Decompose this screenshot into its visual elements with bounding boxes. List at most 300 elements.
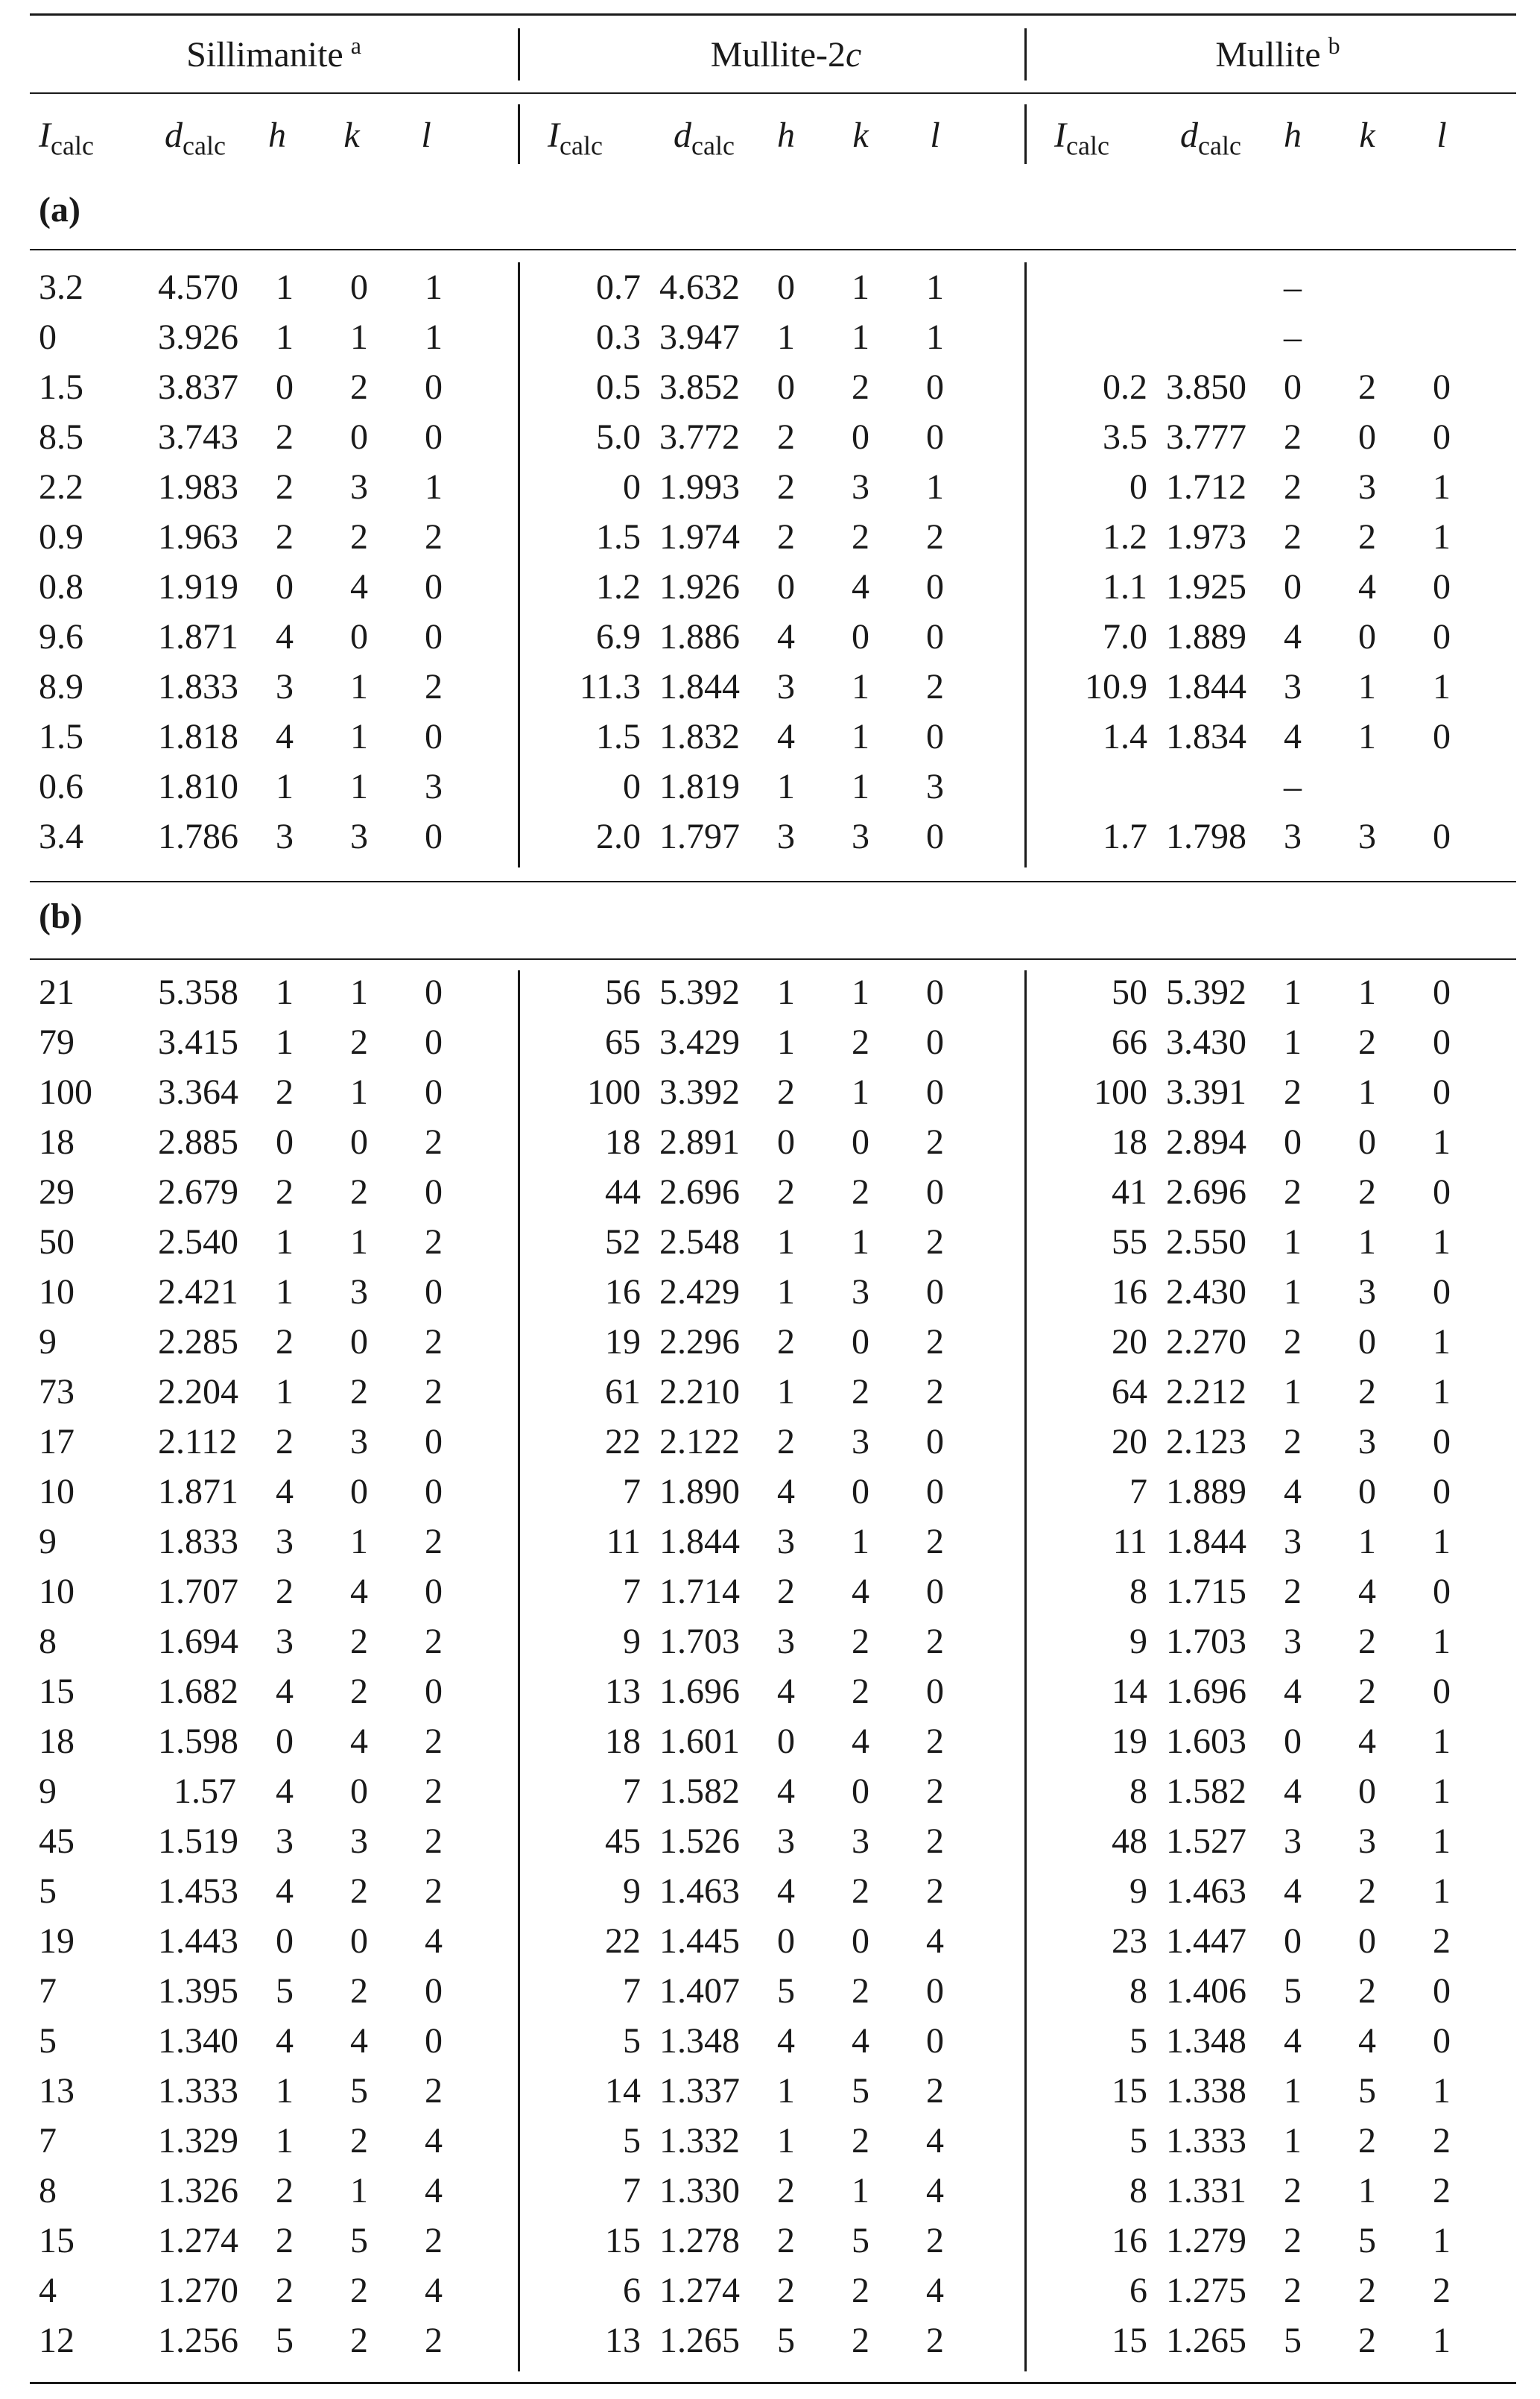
table-cell: 16 xyxy=(1112,2221,1147,2260)
table-cell: 5 xyxy=(623,2021,641,2061)
table-cell: 7 xyxy=(623,1472,641,1511)
table-cell: 1 xyxy=(350,317,368,357)
table-cell: 100 xyxy=(1094,1072,1147,1112)
table-cell: 2 xyxy=(852,1672,869,1711)
table-cell: 0.9 xyxy=(39,517,83,557)
table-cell: 10.9 xyxy=(1085,667,1147,707)
table-cell: 2 xyxy=(425,1771,443,1811)
table-cell: 1 xyxy=(852,2171,869,2210)
table-cell: 3 xyxy=(350,1422,368,1461)
table-cell: 1 xyxy=(852,667,869,707)
table-cell: 14 xyxy=(605,2071,641,2111)
table-cell: 0 xyxy=(852,617,869,657)
table-cell: 2 xyxy=(926,1821,944,1861)
table-cell: 2 xyxy=(425,1372,443,1412)
table-cell: 1 xyxy=(1358,717,1376,756)
table-cell: 3.364 xyxy=(158,1072,238,1112)
table-cell: 1 xyxy=(926,317,944,357)
table-cell: 0 xyxy=(350,268,368,307)
table-cell: 2 xyxy=(350,1871,368,1911)
table-cell: 3 xyxy=(1358,467,1376,507)
table-cell: 2 xyxy=(425,1622,443,1661)
table-cell: 3 xyxy=(926,767,944,806)
table-cell: 2 xyxy=(276,1072,294,1112)
table-cell: 2 xyxy=(852,1172,869,1212)
table-cell: 1 xyxy=(276,973,294,1012)
table-cell: 0 xyxy=(1433,417,1451,457)
column-divider xyxy=(1024,104,1027,164)
footnote-marker: a xyxy=(350,32,361,59)
table-cell: 1 xyxy=(777,973,795,1012)
table-cell: 22 xyxy=(605,1921,641,1961)
table-cell: 4 xyxy=(1358,1572,1376,1611)
table-cell: 3 xyxy=(350,1821,368,1861)
table-cell: 1 xyxy=(425,467,443,507)
section-label: (a) xyxy=(39,190,80,230)
column-divider xyxy=(518,104,520,164)
table-cell: 9 xyxy=(623,1622,641,1661)
table-cell: 3.392 xyxy=(659,1072,740,1112)
table-cell: 6 xyxy=(623,2271,641,2310)
table-cell: 2 xyxy=(926,1322,944,1362)
table-cell: 1.844 xyxy=(659,1522,740,1561)
table-cell: 5 xyxy=(852,2221,869,2260)
table-cell: 3.5 xyxy=(1103,417,1147,457)
table-cell: 1.333 xyxy=(1166,2121,1246,2161)
table-cell: 2 xyxy=(926,1622,944,1661)
table-cell: 2.696 xyxy=(659,1172,740,1212)
table-cell: 0 xyxy=(425,1971,443,2011)
table-cell: 0 xyxy=(926,1072,944,1112)
table-cell: 1.5 xyxy=(596,717,641,756)
table-cell: 2 xyxy=(350,1023,368,1062)
table-cell: 1 xyxy=(1433,1122,1451,1162)
table-cell: 1.270 xyxy=(158,2271,238,2310)
table-cell: 1 xyxy=(1358,1522,1376,1561)
table-cell: 4 xyxy=(276,1672,294,1711)
table-cell: 2 xyxy=(425,2071,443,2111)
table-cell: 0 xyxy=(425,717,443,756)
table-cell: 0 xyxy=(1358,1771,1376,1811)
table-cell: 3 xyxy=(777,1821,795,1861)
table-cell: 50 xyxy=(1112,973,1147,1012)
table-cell: 1.5 xyxy=(39,717,83,756)
table-cell: 1 xyxy=(350,1072,368,1112)
table-cell: 2 xyxy=(777,1322,795,1362)
table-cell: 15 xyxy=(39,1672,75,1711)
table-cell: 4 xyxy=(1284,717,1302,756)
table-cell: 3 xyxy=(276,1821,294,1861)
table-cell: 52 xyxy=(605,1222,641,1262)
table-cell: 3 xyxy=(777,667,795,707)
table-cell: 9 xyxy=(39,1522,57,1561)
table-cell: 2 xyxy=(350,1622,368,1661)
table-cell: 3 xyxy=(276,667,294,707)
table-cell: 1.703 xyxy=(659,1622,740,1661)
table-cell: 0 xyxy=(852,1921,869,1961)
table-cell: 1.275 xyxy=(1166,2271,1246,2310)
table-cell: 1.332 xyxy=(659,2121,740,2161)
table-cell: 1.406 xyxy=(1166,1971,1246,2011)
table-cell: 2 xyxy=(1358,1023,1376,1062)
table-cell: 4 xyxy=(1358,1722,1376,1761)
table-cell: 0 xyxy=(852,1771,869,1811)
table-cell: 1 xyxy=(1433,1722,1451,1761)
table-cell: 2 xyxy=(926,1771,944,1811)
table-cell: 7 xyxy=(39,1971,57,2011)
table-cell: 0 xyxy=(350,1322,368,1362)
table-cell: 5 xyxy=(39,1871,57,1911)
table-cell: 13 xyxy=(39,2071,75,2111)
table-cell: 5 xyxy=(1358,2221,1376,2260)
table-cell: 2 xyxy=(926,1722,944,1761)
table-cell: 1.834 xyxy=(1166,717,1246,756)
table-cell: 1.330 xyxy=(659,2171,740,2210)
table-cell: 1.329 xyxy=(158,2121,238,2161)
table-cell: 1.265 xyxy=(659,2321,740,2360)
table-cell: 0 xyxy=(1433,1572,1451,1611)
table-rule xyxy=(30,2382,1516,2384)
table-cell: 2.296 xyxy=(659,1322,740,1362)
table-cell: 55 xyxy=(1112,1222,1147,1262)
table-cell: 1 xyxy=(1284,1023,1302,1062)
table-cell: 2.122 xyxy=(659,1422,740,1461)
table-cell: 0 xyxy=(1433,367,1451,407)
table-cell: 2 xyxy=(276,517,294,557)
table-cell: 0 xyxy=(777,268,795,307)
table-cell: 19 xyxy=(39,1921,75,1961)
table-cell: 4.570 xyxy=(158,268,238,307)
table-cell: 18 xyxy=(39,1122,75,1162)
table-cell: 8 xyxy=(1129,1971,1147,2011)
table-cell: 0 xyxy=(926,1971,944,2011)
table-cell: 1.407 xyxy=(659,1971,740,2011)
table-cell: 0 xyxy=(1433,1472,1451,1511)
table-cell: 3.4 xyxy=(39,817,83,856)
table-cell: 0 xyxy=(350,617,368,657)
table-cell: 4 xyxy=(926,1921,944,1961)
table-cell: 15 xyxy=(1112,2071,1147,2111)
table-cell: 9 xyxy=(623,1871,641,1911)
table-cell: 2.885 xyxy=(158,1122,238,1162)
table-cell: 4 xyxy=(852,2021,869,2061)
column-header: $I_{calc}$ xyxy=(1054,116,1109,161)
table-cell: 0 xyxy=(350,417,368,457)
table-cell: 2 xyxy=(350,2321,368,2360)
table-cell: 4 xyxy=(777,2021,795,2061)
table-cell: 3 xyxy=(1284,1522,1302,1561)
table-cell: 23 xyxy=(1112,1921,1147,1961)
table-cell: 2 xyxy=(777,2271,795,2310)
table-cell: 4 xyxy=(276,2021,294,2061)
table-cell: 0.2 xyxy=(1103,367,1147,407)
table-cell: 20 xyxy=(1112,1422,1147,1461)
table-cell: 1.526 xyxy=(659,1821,740,1861)
table-cell: 2 xyxy=(425,1871,443,1911)
table-cell: 1 xyxy=(1433,1771,1451,1811)
table-cell: 3.926 xyxy=(158,317,238,357)
table-cell: 16 xyxy=(605,1272,641,1312)
table-cell: 2 xyxy=(1358,2271,1376,2310)
table-cell: 0 xyxy=(1358,617,1376,657)
table-cell: 2 xyxy=(1358,367,1376,407)
table-cell: 2 xyxy=(350,1172,368,1212)
group-name-suffix: c xyxy=(846,35,862,75)
table-cell: 2 xyxy=(1284,1172,1302,1212)
table-cell: 1.797 xyxy=(659,817,740,856)
table-cell: 0 xyxy=(852,1322,869,1362)
table-cell: 4 xyxy=(276,1472,294,1511)
table-cell: 4 xyxy=(350,1722,368,1761)
table-cell: 0 xyxy=(276,367,294,407)
table-cell: 0 xyxy=(39,317,57,357)
table-cell: 14 xyxy=(1112,1672,1147,1711)
table-cell: 5 xyxy=(350,2071,368,2111)
table-cell: 3.850 xyxy=(1166,367,1246,407)
table-cell: 2 xyxy=(1284,2221,1302,2260)
table-cell: 0 xyxy=(1358,417,1376,457)
table-cell: 0 xyxy=(425,2021,443,2061)
table-cell: 0 xyxy=(1284,367,1302,407)
table-cell: 8 xyxy=(1129,1572,1147,1611)
table-cell: 1 xyxy=(1433,1821,1451,1861)
group-header xyxy=(30,33,518,78)
table-cell: 2 xyxy=(425,667,443,707)
table-cell: 4 xyxy=(276,1871,294,1911)
table-cell: 1 xyxy=(777,1372,795,1412)
table-cell: 1.337 xyxy=(659,2071,740,2111)
table-cell: 0.3 xyxy=(596,317,641,357)
table-cell: 3.777 xyxy=(1166,417,1246,457)
column-header: k xyxy=(343,116,360,155)
table-cell: 3 xyxy=(350,1272,368,1312)
table-cell: 1 xyxy=(1358,667,1376,707)
table-cell: 9 xyxy=(1129,1622,1147,1661)
table-cell: 0 xyxy=(926,717,944,756)
table-cell: 1.696 xyxy=(659,1672,740,1711)
table-cell: 1 xyxy=(350,767,368,806)
table-cell: 1.714 xyxy=(659,1572,740,1611)
table-cell: 0 xyxy=(926,1272,944,1312)
table-cell: 1.833 xyxy=(158,667,238,707)
table-cell: 2.891 xyxy=(659,1122,740,1162)
table-cell: 0.5 xyxy=(596,367,641,407)
table-cell: 1.712 xyxy=(1166,467,1246,507)
table-cell: 0 xyxy=(926,1422,944,1461)
table-cell: 2.430 xyxy=(1166,1272,1246,1312)
table-cell: 0 xyxy=(777,1122,795,1162)
table-cell: 0 xyxy=(1358,1122,1376,1162)
table-cell: 19 xyxy=(605,1322,641,1362)
table-cell: 12 xyxy=(39,2321,75,2360)
table-cell: 0 xyxy=(777,1921,795,1961)
table-cell: 20 xyxy=(1112,1322,1147,1362)
table-cell: 2 xyxy=(276,2271,294,2310)
table-cell: 9.6 xyxy=(39,617,83,657)
table-cell: 4 xyxy=(425,1921,443,1961)
table-cell: 1.890 xyxy=(659,1472,740,1511)
table-cell: 0.6 xyxy=(39,767,83,806)
table-cell: 1.443 xyxy=(158,1921,238,1961)
table-cell: 2 xyxy=(350,1372,368,1412)
table-cell: 2 xyxy=(350,367,368,407)
table-cell: 1.348 xyxy=(1166,2021,1246,2061)
table-cell: 1.715 xyxy=(1166,1572,1246,1611)
table-cell: 5 xyxy=(1129,2021,1147,2061)
table-cell: 2 xyxy=(1284,2171,1302,2210)
table-cell: 0 xyxy=(1433,1172,1451,1212)
table-cell: 1 xyxy=(1433,467,1451,507)
diffraction-table xyxy=(30,0,1516,2399)
table-cell: 4 xyxy=(852,567,869,607)
table-cell: 4 xyxy=(926,2121,944,2161)
table-cell: 1.445 xyxy=(659,1921,740,1961)
table-cell: 2.112 xyxy=(158,1422,238,1461)
table-cell: 3 xyxy=(276,817,294,856)
table-cell: 1 xyxy=(350,973,368,1012)
table-cell: 1.694 xyxy=(158,1622,238,1661)
table-cell: 2 xyxy=(1433,1921,1451,1961)
table-cell: 4 xyxy=(1284,617,1302,657)
table-cell: 1.519 xyxy=(158,1821,238,1861)
table-cell: 0 xyxy=(623,467,641,507)
table-cell: 1 xyxy=(852,317,869,357)
table-cell: 0 xyxy=(425,1572,443,1611)
table-cell: 2 xyxy=(1284,1322,1302,1362)
table-cell: 1.871 xyxy=(158,617,238,657)
table-cell: 1 xyxy=(276,1023,294,1062)
table-cell: 0 xyxy=(1284,1921,1302,1961)
table-cell: 1 xyxy=(350,1522,368,1561)
table-cell: 2 xyxy=(276,1572,294,1611)
table-cell: 0 xyxy=(1433,2021,1451,2061)
table-cell: 2.550 xyxy=(1166,1222,1246,1262)
table-cell: 7.0 xyxy=(1103,617,1147,657)
table-cell: 1 xyxy=(926,467,944,507)
table-cell: 4 xyxy=(425,2171,443,2210)
table-cell: 45 xyxy=(605,1821,641,1861)
table-cell: 2 xyxy=(425,1122,443,1162)
table-cell: 1.348 xyxy=(659,2021,740,2061)
table-cell: 4 xyxy=(276,717,294,756)
table-cell: 3.430 xyxy=(1166,1023,1246,1062)
column-header: $d_{calc}$ xyxy=(674,116,735,161)
table-cell: 1.4 xyxy=(1103,717,1147,756)
column-header: l xyxy=(421,116,431,155)
group-name: Mullite-2 xyxy=(710,35,846,75)
table-cell: 2 xyxy=(852,1971,869,2011)
column-header: $d_{calc}$ xyxy=(1180,116,1241,161)
table-cell: 1.974 xyxy=(659,517,740,557)
table-cell: 2 xyxy=(425,1821,443,1861)
table-cell: 2 xyxy=(1358,1971,1376,2011)
table-cell: 1 xyxy=(1433,2221,1451,2260)
table-cell: 2 xyxy=(1284,1422,1302,1461)
table-cell: 2 xyxy=(425,517,443,557)
table-cell: 1.274 xyxy=(659,2271,740,2310)
table-cell: 0 xyxy=(852,1472,869,1511)
table-cell: 73 xyxy=(39,1372,75,1412)
table-cell: 0 xyxy=(425,1422,443,1461)
table-cell: 18 xyxy=(1112,1122,1147,1162)
table-cell: 2 xyxy=(276,2171,294,2210)
table-cell: 5 xyxy=(623,2121,641,2161)
column-header: $I_{calc}$ xyxy=(548,116,603,161)
table-cell: 0 xyxy=(276,567,294,607)
table-cell: 1 xyxy=(1284,2071,1302,2111)
table-cell: 0 xyxy=(425,1023,443,1062)
table-rule xyxy=(30,958,1516,960)
table-cell: 48 xyxy=(1112,1821,1147,1861)
table-cell: 1 xyxy=(1433,1372,1451,1412)
table-cell: 61 xyxy=(605,1372,641,1412)
table-cell: 2 xyxy=(926,2071,944,2111)
table-cell: 0 xyxy=(926,567,944,607)
table-cell: 1.2 xyxy=(1103,517,1147,557)
column-header: k xyxy=(1359,116,1375,155)
table-cell: 5 xyxy=(852,2071,869,2111)
table-cell: 1 xyxy=(1358,2171,1376,2210)
table-cell: 3 xyxy=(350,817,368,856)
table-cell: – xyxy=(1284,317,1302,357)
table-cell: 5 xyxy=(1358,2071,1376,2111)
table-cell: 0 xyxy=(926,2021,944,2061)
table-cell: 3 xyxy=(1358,817,1376,856)
column-divider xyxy=(1024,970,1027,2371)
table-cell: 13 xyxy=(605,1672,641,1711)
table-cell: 41 xyxy=(1112,1172,1147,1212)
table-cell: 1.582 xyxy=(659,1771,740,1811)
table-cell: 8 xyxy=(1129,1771,1147,1811)
table-cell: 0 xyxy=(425,1172,443,1212)
table-cell: 2 xyxy=(926,2221,944,2260)
table-cell: 100 xyxy=(587,1072,641,1112)
table-cell: 7 xyxy=(623,1771,641,1811)
table-cell: 0 xyxy=(1284,567,1302,607)
table-cell: 45 xyxy=(39,1821,75,1861)
table-cell: 0 xyxy=(1433,1971,1451,2011)
table-cell: 0 xyxy=(425,367,443,407)
table-cell: 1 xyxy=(276,1272,294,1312)
table-cell: 3 xyxy=(276,1522,294,1561)
table-cell: 1.844 xyxy=(1166,1522,1246,1561)
table-cell: 64 xyxy=(1112,1372,1147,1412)
table-cell: 2.696 xyxy=(1166,1172,1246,1212)
table-cell: 2 xyxy=(1433,2271,1451,2310)
table-cell: 1.274 xyxy=(158,2221,238,2260)
table-cell: 18 xyxy=(605,1722,641,1761)
table-cell: – xyxy=(1284,767,1302,806)
table-cell: 3 xyxy=(852,467,869,507)
table-cell: 8.9 xyxy=(39,667,83,707)
table-cell: 1 xyxy=(852,1222,869,1262)
table-cell: 2 xyxy=(926,2321,944,2360)
table-cell: 2.0 xyxy=(596,817,641,856)
table-cell: 1 xyxy=(1433,2071,1451,2111)
table-cell: 2.270 xyxy=(1166,1322,1246,1362)
table-cell: 1 xyxy=(350,667,368,707)
table-cell: 1 xyxy=(1433,2321,1451,2360)
table-cell: 2 xyxy=(350,2271,368,2310)
table-cell: 1.833 xyxy=(158,1522,238,1561)
table-rule xyxy=(30,249,1516,250)
table-cell: 0 xyxy=(926,1023,944,1062)
table-cell: 3 xyxy=(1358,1422,1376,1461)
table-cell: 0 xyxy=(777,567,795,607)
table-cell: 4 xyxy=(777,1472,795,1511)
table-cell: 1.963 xyxy=(158,517,238,557)
table-cell: 1.798 xyxy=(1166,817,1246,856)
